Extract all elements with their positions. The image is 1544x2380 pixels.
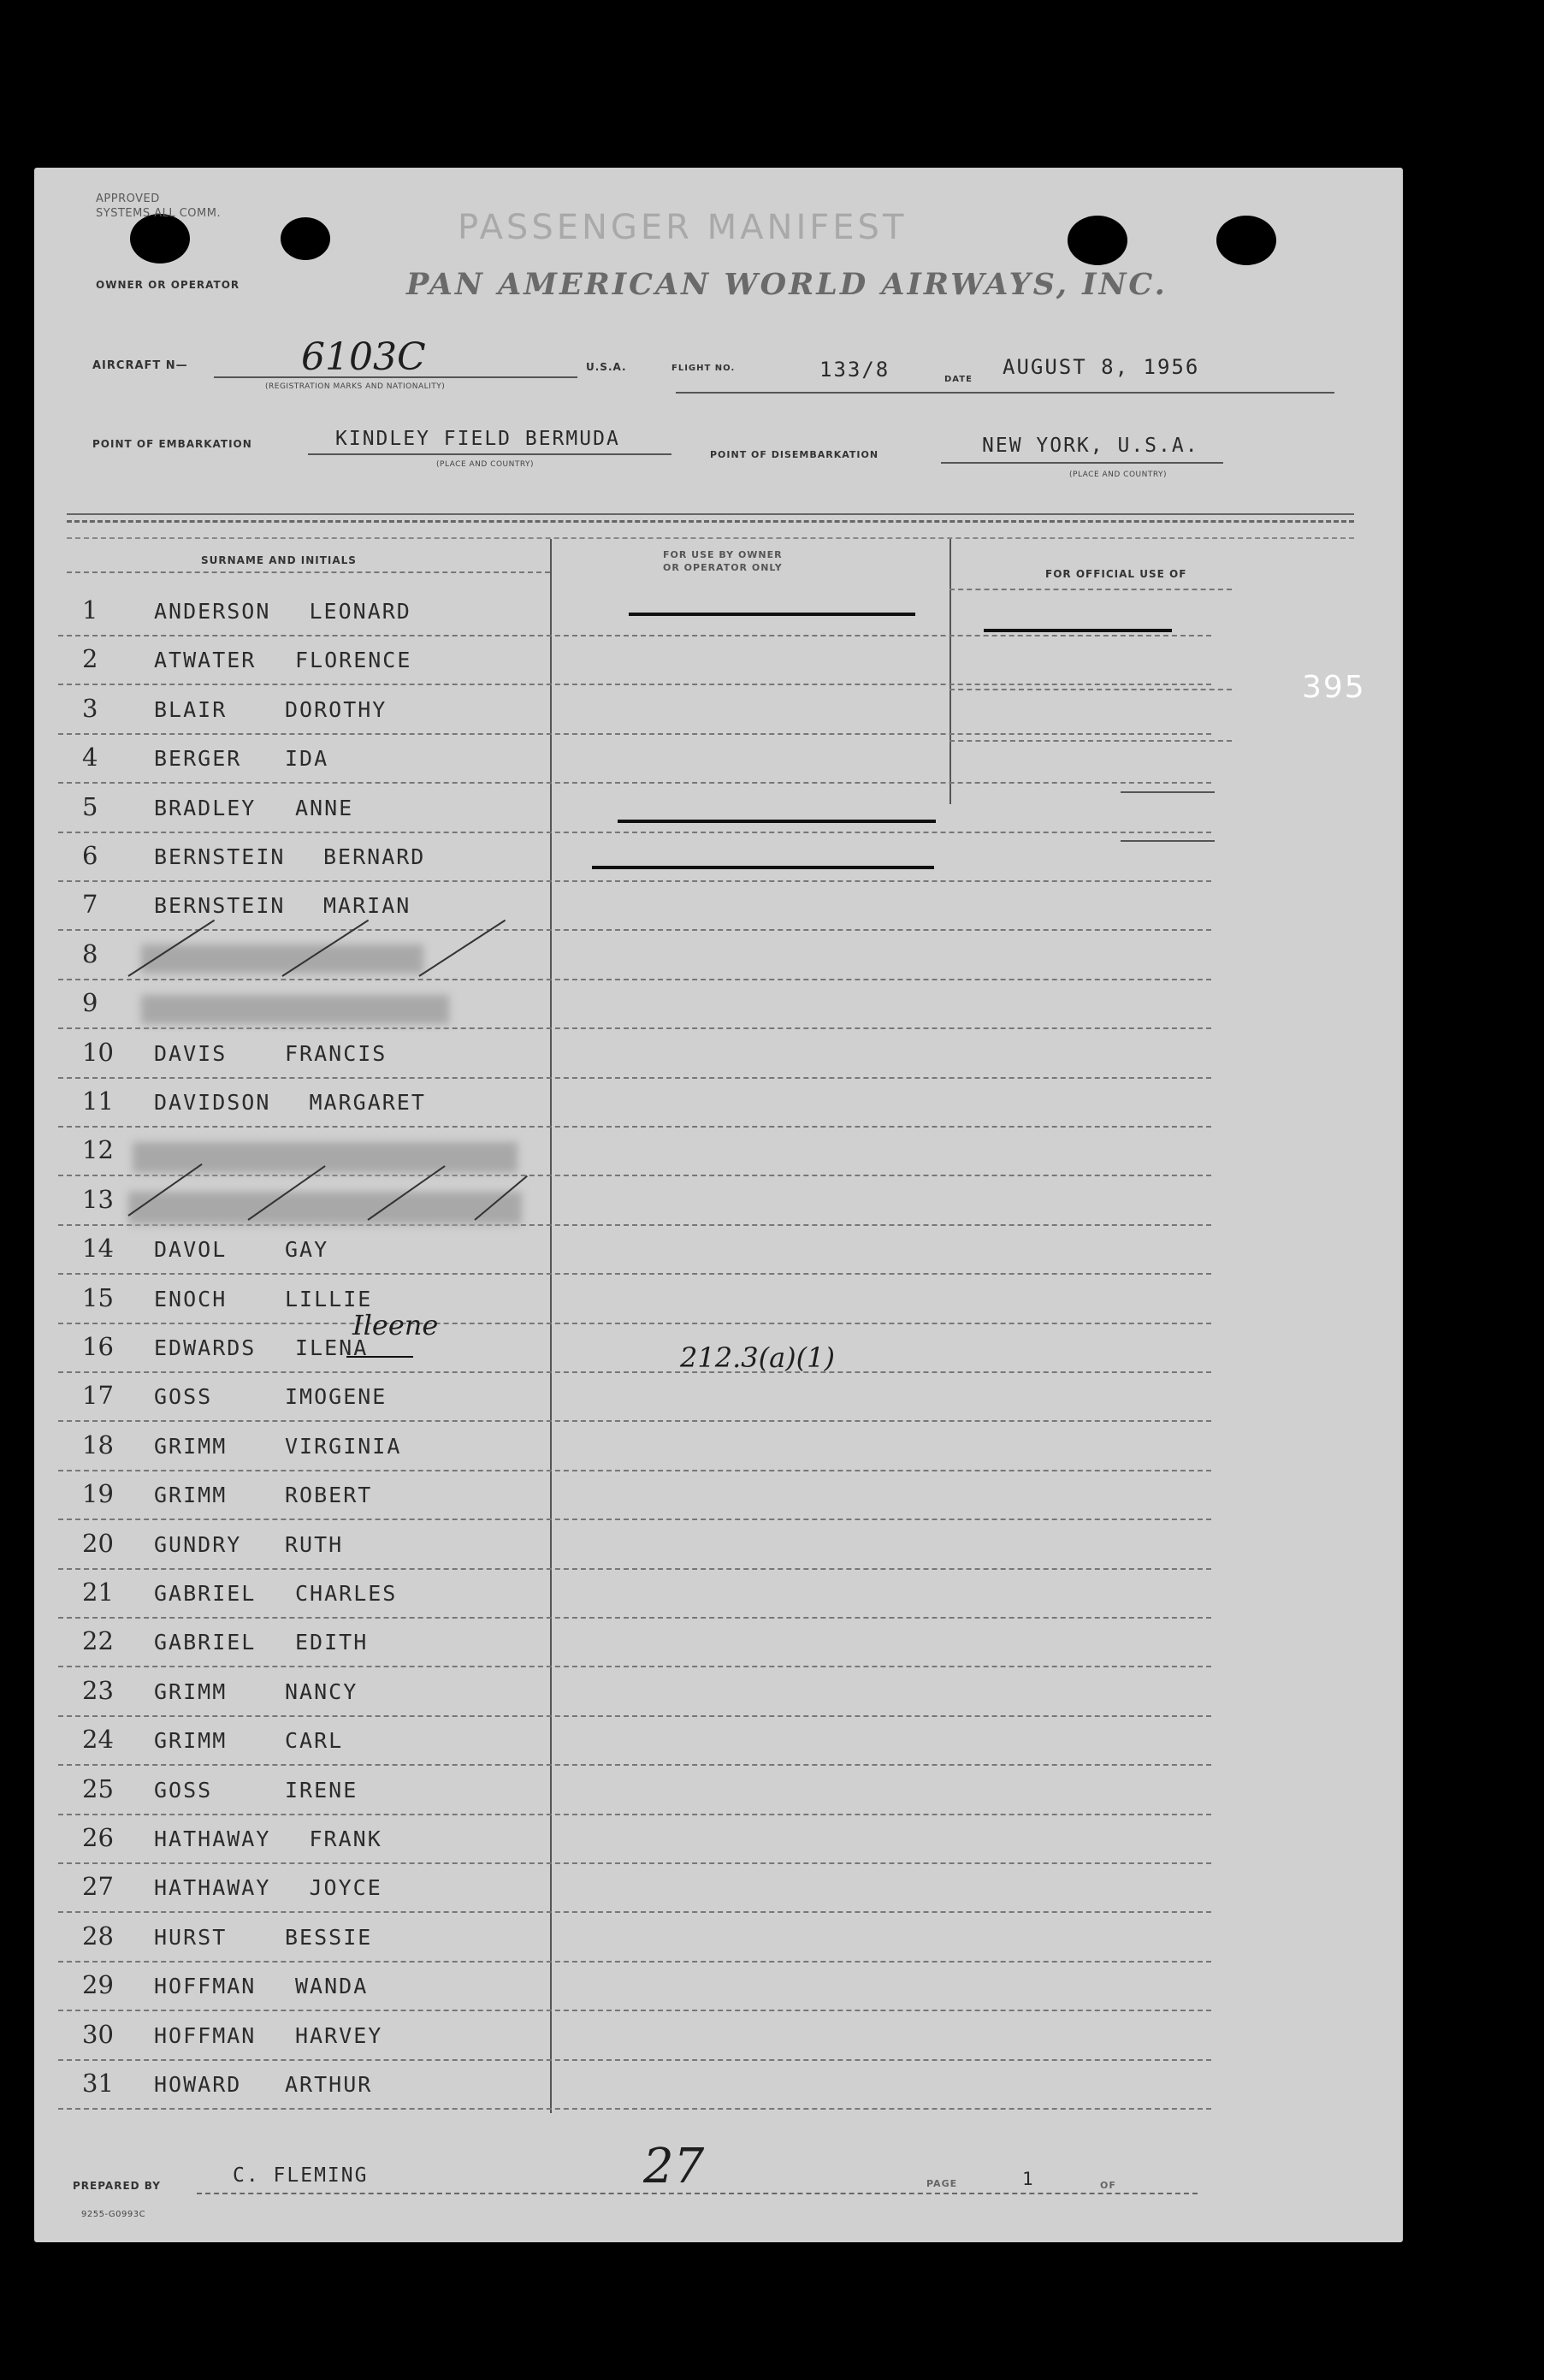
row-number: 25 xyxy=(82,1773,114,1803)
row-number: 4 xyxy=(82,743,98,773)
passenger-given-name: EDITH xyxy=(295,1630,369,1655)
owner-note-strike xyxy=(629,613,915,616)
passenger-surname: GABRIEL xyxy=(154,1630,257,1655)
owner-note-strike xyxy=(618,820,936,823)
row-number: 11 xyxy=(82,1086,114,1116)
given-name-strike xyxy=(346,1356,413,1358)
punch-hole xyxy=(1068,216,1127,265)
passenger-surname: BLAIR xyxy=(154,696,228,722)
passenger-surname: GOSS xyxy=(154,1384,213,1410)
header-rule xyxy=(67,520,1354,523)
passenger-surname: DAVIS xyxy=(154,1040,228,1066)
passenger-surname: ATWATER xyxy=(154,648,257,673)
row-number: 29 xyxy=(82,1970,114,2000)
row-number: 7 xyxy=(82,890,98,920)
passenger-surname: GUNDRY xyxy=(154,1531,242,1557)
row-number: 21 xyxy=(82,1578,114,1607)
row-number: 24 xyxy=(82,1725,114,1755)
passenger-surname: HOFFMAN xyxy=(154,2022,257,2048)
passenger-given-name: FRANK xyxy=(309,1826,382,1851)
row-number: 14 xyxy=(82,1234,114,1264)
passenger-given-name: LEONARD xyxy=(309,599,411,624)
passenger-row xyxy=(58,784,1273,832)
row-number: 26 xyxy=(82,1823,114,1852)
form-title: PASSENGER MANIFEST xyxy=(458,208,908,247)
passenger-surname: BERNSTEIN xyxy=(154,893,286,919)
redaction xyxy=(128,1192,522,1224)
passenger-given-name: NANCY xyxy=(285,1678,358,1704)
passenger-surname: BRADLEY xyxy=(154,795,257,820)
passenger-given-name: FRANCIS xyxy=(285,1040,387,1066)
name-correction-row16: Ileene xyxy=(352,1309,439,1341)
passenger-row xyxy=(58,1372,1273,1421)
passenger-row xyxy=(58,1275,1273,1323)
passenger-row xyxy=(58,881,1273,930)
page-value: 1 xyxy=(1022,2169,1035,2189)
flight-label: FLIGHT NO. xyxy=(671,364,736,373)
passenger-row xyxy=(58,636,1273,684)
row-number: 17 xyxy=(82,1381,114,1411)
passenger-given-name: IDA xyxy=(285,746,329,772)
date-value: AUGUST 8, 1956 xyxy=(1003,355,1200,379)
passenger-given-name: HARVEY xyxy=(295,2022,383,2048)
row-number: 22 xyxy=(82,1626,114,1656)
row-number: 6 xyxy=(82,841,98,870)
passenger-given-name: IMOGENE xyxy=(285,1384,387,1410)
passenger-surname: EDWARDS xyxy=(154,1335,257,1360)
passenger-surname: HATHAWAY xyxy=(154,1875,271,1901)
passenger-given-name: ANNE xyxy=(295,795,354,820)
page-number-stamp: 395 xyxy=(1302,670,1366,705)
passenger-row xyxy=(58,1716,1273,1765)
punch-hole xyxy=(1216,216,1276,265)
passenger-row xyxy=(58,1422,1273,1471)
passenger-row xyxy=(58,734,1273,783)
passenger-surname: GOSS xyxy=(154,1777,213,1803)
flight-date-underline xyxy=(676,392,1334,394)
passenger-surname: GRIMM xyxy=(154,1728,228,1754)
form-code: 9255-G0993C xyxy=(81,2210,146,2219)
row-number: 20 xyxy=(82,1528,114,1558)
approval-line-2: SYSTEMS ALL COMM. xyxy=(96,207,222,220)
row-number: 3 xyxy=(82,693,98,723)
row-number: 13 xyxy=(82,1184,114,1214)
passenger-given-name: ILENA xyxy=(295,1335,369,1360)
row-number: 5 xyxy=(82,791,98,821)
passenger-row xyxy=(58,1569,1273,1618)
of-label: OF xyxy=(1100,2180,1116,2191)
passenger-row xyxy=(58,1815,1273,1863)
row-rule xyxy=(58,2108,1211,2110)
header-rule xyxy=(67,537,1354,539)
passenger-row xyxy=(58,1863,1273,1912)
row-number: 15 xyxy=(82,1282,114,1312)
owner-note-row16: 212.3(a)(1) xyxy=(680,1341,835,1374)
company-name: PAN AMERICAN WORLD AIRWAYS, INC. xyxy=(406,267,1168,302)
passenger-surname: DAVIDSON xyxy=(154,1090,271,1115)
passenger-given-name: DOROTHY xyxy=(285,696,387,722)
row-number: 30 xyxy=(82,2019,114,2049)
row-number: 12 xyxy=(82,1135,114,1165)
passenger-row xyxy=(58,1913,1273,1962)
passenger-surname: ENOCH xyxy=(154,1286,228,1311)
passenger-given-name: ROBERT xyxy=(285,1483,373,1508)
disembarkation-sublabel: (PLACE AND COUNTRY) xyxy=(1069,471,1168,479)
aircraft-value: 6103C xyxy=(301,335,426,379)
row-number: 23 xyxy=(82,1675,114,1705)
passenger-surname: GABRIEL xyxy=(154,1581,257,1606)
total-count: 27 xyxy=(643,2139,705,2194)
redaction xyxy=(133,1142,518,1173)
passenger-row xyxy=(58,685,1273,734)
passenger-given-name: JOYCE xyxy=(309,1875,382,1901)
owner-note-strike xyxy=(592,866,934,869)
embarkation-sublabel: (PLACE AND COUNTRY) xyxy=(436,460,535,469)
col-header-surname: SURNAME AND INITIALS xyxy=(201,554,357,566)
passenger-given-name: VIRGINIA xyxy=(285,1433,402,1459)
owner-label: OWNER OR OPERATOR xyxy=(96,279,240,291)
row-number: 9 xyxy=(82,988,98,1018)
disembarkation-label: POINT OF DISEMBARKATION xyxy=(710,449,879,460)
aircraft-label: AIRCRAFT N— xyxy=(92,359,188,372)
passenger-given-name: MARGARET xyxy=(309,1090,426,1115)
prepared-label: PREPARED BY xyxy=(73,2180,161,2192)
passenger-row xyxy=(58,1029,1273,1078)
disembarkation-underline xyxy=(941,462,1223,464)
passenger-given-name: RUTH xyxy=(285,1531,344,1557)
passenger-given-name: MARIAN xyxy=(323,893,411,919)
passenger-surname: GRIMM xyxy=(154,1433,228,1459)
approval-line-1: APPROVED xyxy=(96,192,160,205)
date-label: DATE xyxy=(944,375,973,384)
redaction xyxy=(141,944,423,974)
passenger-surname: HATHAWAY xyxy=(154,1826,271,1851)
flight-value: 133/8 xyxy=(819,358,890,382)
passenger-surname: BERNSTEIN xyxy=(154,844,286,869)
passenger-given-name: WANDA xyxy=(295,1974,369,1999)
usa-label: U.S.A. xyxy=(586,361,627,373)
passenger-given-name: CARL xyxy=(285,1728,344,1754)
passenger-row xyxy=(58,1962,1273,2010)
row-number: 2 xyxy=(82,644,98,674)
passenger-given-name: LILLIE xyxy=(285,1286,373,1311)
aircraft-underline xyxy=(214,376,577,378)
passenger-given-name: BERNARD xyxy=(323,844,426,869)
passenger-surname: BERGER xyxy=(154,746,242,772)
passenger-surname: DAVOL xyxy=(154,1237,228,1263)
embarkation-underline xyxy=(308,453,671,455)
row-number: 28 xyxy=(82,1921,114,1951)
row-number: 1 xyxy=(82,595,98,625)
passenger-surname: HOFFMAN xyxy=(154,1974,257,1999)
passenger-row xyxy=(58,2011,1273,2060)
passenger-given-name: GAY xyxy=(285,1237,329,1263)
official-note-strike xyxy=(984,629,1172,632)
page-label: PAGE xyxy=(926,2178,958,2189)
row-number: 16 xyxy=(82,1332,114,1361)
aircraft-sublabel: (REGISTRATION MARKS AND NATIONALITY) xyxy=(265,382,446,391)
punch-hole xyxy=(130,214,190,263)
prepared-value: C. FLEMING xyxy=(233,2164,369,2187)
column-header-line xyxy=(67,571,550,573)
passenger-row xyxy=(58,1520,1273,1569)
passenger-row xyxy=(58,2060,1273,2109)
passenger-row xyxy=(58,1225,1273,1274)
row-number: 8 xyxy=(82,938,98,968)
row-number: 18 xyxy=(82,1430,114,1459)
col-header-owner-1: FOR USE BY OWNER xyxy=(663,549,783,560)
passenger-given-name: CHARLES xyxy=(295,1581,398,1606)
col-header-official: FOR OFFICIAL USE OF xyxy=(1045,568,1187,580)
row-number: 19 xyxy=(82,1479,114,1509)
passenger-surname: HOWARD xyxy=(154,2072,242,2097)
passenger-given-name: IRENE xyxy=(285,1777,358,1803)
row-number: 31 xyxy=(82,2069,114,2098)
passenger-surname: HURST xyxy=(154,1924,228,1950)
prepared-underline xyxy=(197,2193,1198,2194)
passenger-row xyxy=(58,1766,1273,1815)
passenger-row xyxy=(58,1078,1273,1127)
embarkation-label: POINT OF EMBARKATION xyxy=(92,438,252,450)
disembarkation-value: NEW YORK, U.S.A. xyxy=(982,435,1199,457)
passenger-given-name: ARTHUR xyxy=(285,2072,373,2097)
row-number: 27 xyxy=(82,1872,114,1902)
passenger-surname: GRIMM xyxy=(154,1678,228,1704)
passenger-row xyxy=(58,1471,1273,1519)
passenger-row xyxy=(58,1618,1273,1667)
row-number: 10 xyxy=(82,1037,114,1067)
passenger-row xyxy=(58,1667,1273,1716)
embarkation-value: KINDLEY FIELD BERMUDA xyxy=(335,428,620,450)
passenger-given-name: BESSIE xyxy=(285,1924,373,1950)
passenger-surname: ANDERSON xyxy=(154,599,271,624)
passenger-given-name: FLORENCE xyxy=(295,648,412,673)
punch-hole xyxy=(281,217,330,260)
passenger-row xyxy=(58,832,1273,881)
passenger-row xyxy=(58,1323,1273,1372)
passenger-surname: GRIMM xyxy=(154,1483,228,1508)
header-rule xyxy=(67,513,1354,515)
redaction xyxy=(141,995,449,1024)
col-header-owner-2: OR OPERATOR ONLY xyxy=(663,562,783,573)
